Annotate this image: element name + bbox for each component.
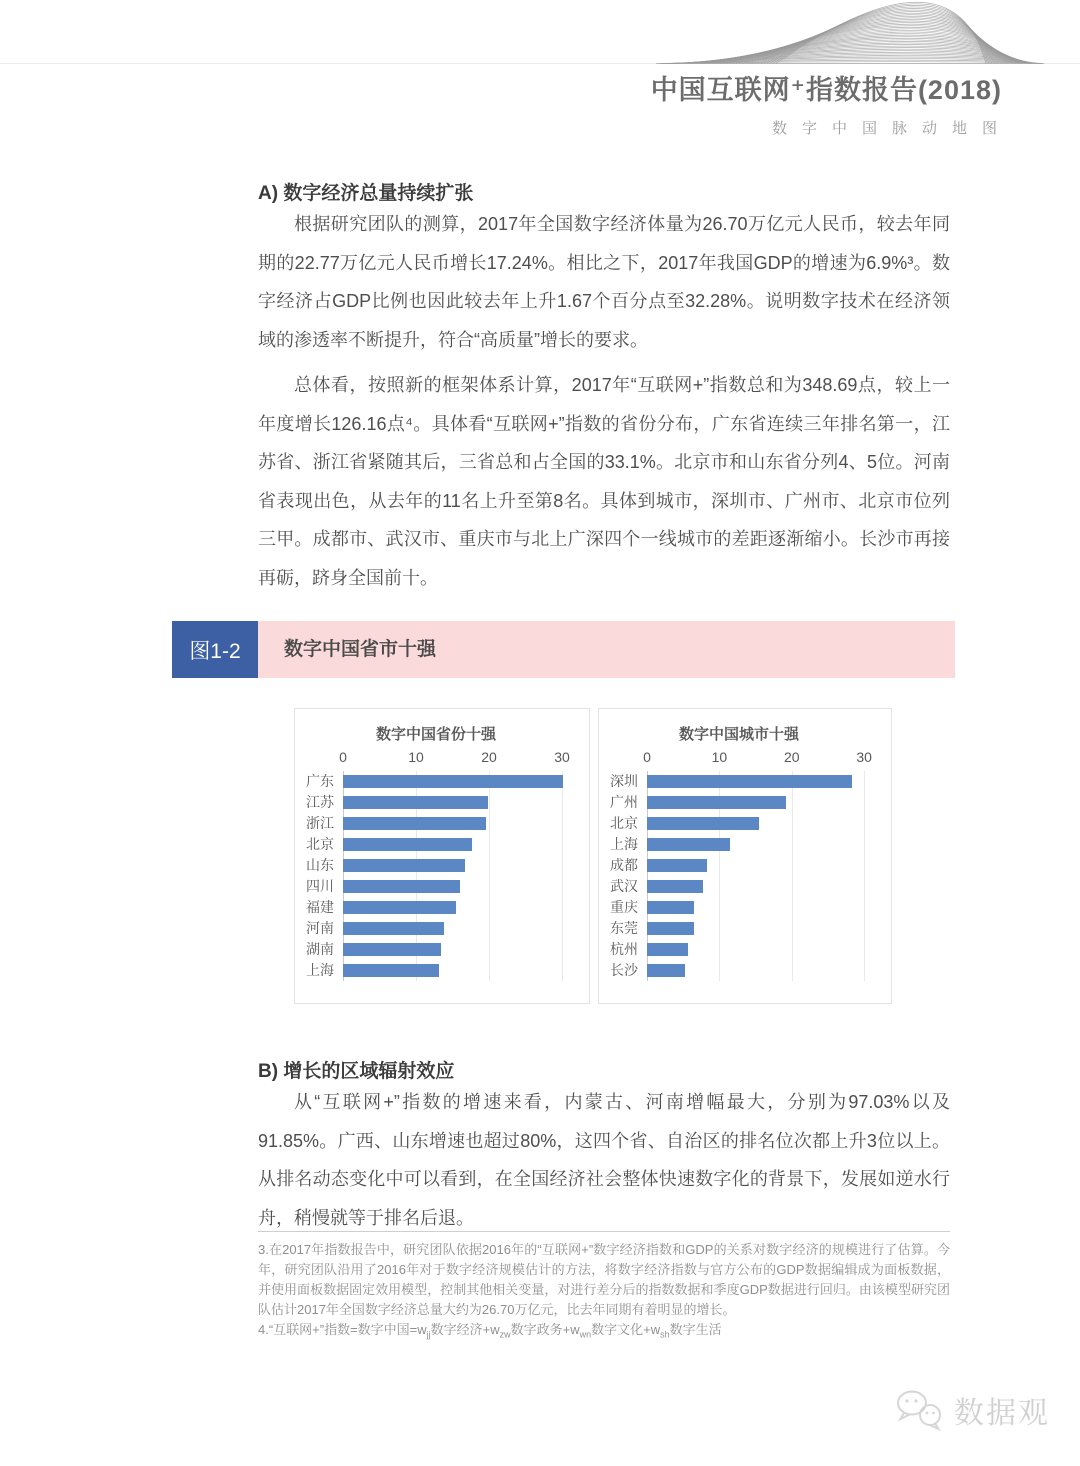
category-label: 广州 — [610, 794, 638, 810]
section-a-paragraph-2: 总体看，按照新的框架体系计算，2017年“互联网+”指数总和为348.69点，较上一年度增长126.16点⁴。具体看“互联网+”指数的省份分布，广东省连续三年排名第一，江苏省、浙江省紧随其后，三省总和占全国的33.1%。北京市和山东省分列4、5位。河南省表现出色，从去年的11名上升至第8名。具体到城市，深圳市、广州市、北京市位列三甲。成都市、武汉市、重庆市与北上广深四个一线城市的差距逐渐缩小。长沙市再接再砺，跻身全国前十。 — [258, 375, 950, 588]
masthead — [650, 68, 1012, 138]
bar — [647, 796, 786, 809]
category-label: 上海 — [306, 962, 334, 978]
axis-tick-label: 20 — [783, 749, 800, 765]
report-subtitle: 数字中国脉动地图 — [771, 120, 1012, 137]
category-label: 东莞 — [610, 920, 638, 936]
section-a-paragraph-1: 根据研究团队的测算，2017年全国数字经济体量为26.70万亿元人民币，较去年同期的22.77万亿元人民币增长17.24%。相比之下，2017年我国GDP的增速为6.9%³。数字经济占GDP比例也因此较去年上升1.67个百分点至32.28%。说明数字技术在经济领域的渗透率不断提升，符合“高质量”增长的要求。 — [258, 214, 950, 350]
section-b-heading: B) 增长的区域辐射效应 — [258, 1061, 455, 1082]
bar-row — [647, 771, 875, 792]
bar — [343, 796, 488, 809]
category-label: 山东 — [306, 857, 334, 873]
bar — [343, 775, 563, 788]
bar-row — [343, 792, 573, 813]
bar-row — [343, 855, 573, 876]
bar-row — [647, 876, 875, 897]
axis-tick-label: 10 — [711, 749, 728, 765]
bar — [647, 901, 694, 914]
bar — [343, 880, 460, 893]
category-label: 福建 — [306, 899, 334, 915]
category-label: 湖南 — [306, 941, 334, 957]
bar-row — [647, 960, 875, 981]
category-label: 杭州 — [610, 941, 638, 957]
bar-row — [343, 918, 573, 939]
bar — [343, 964, 439, 977]
chart-title: 数字中国省份十强 — [375, 726, 496, 743]
bar-row — [343, 897, 573, 918]
category-label: 广东 — [306, 773, 334, 789]
section-a-heading: A) 数字经济总量持续扩张 — [258, 183, 474, 204]
figure-title: 数字中国省市十强 — [258, 621, 955, 678]
bar — [647, 880, 703, 893]
category-label: 四川 — [306, 878, 334, 894]
bar-row — [647, 834, 875, 855]
bar-row — [647, 792, 875, 813]
axis-tick-label: 0 — [643, 749, 651, 765]
bar-row — [647, 918, 875, 939]
bar — [343, 817, 486, 830]
plot-area — [299, 771, 573, 981]
bar — [647, 775, 852, 788]
figure-header — [172, 621, 955, 678]
category-label: 成都 — [610, 857, 638, 873]
bar — [647, 859, 707, 872]
bar — [343, 859, 465, 872]
category-label: 深圳 — [610, 773, 638, 789]
x-axis — [603, 749, 875, 771]
bar — [647, 838, 730, 851]
bar — [343, 838, 472, 851]
category-label: 武汉 — [610, 878, 638, 894]
province-top10-chart — [294, 708, 590, 1004]
bar-row — [343, 813, 573, 834]
category-label: 上海 — [610, 836, 638, 852]
category-label: 重庆 — [610, 899, 638, 915]
bar-row — [647, 855, 875, 876]
figure-charts — [294, 708, 892, 1004]
bar-row — [647, 897, 875, 918]
section-b-paragraph: 从“互联网+”指数的增速来看，内蒙古、河南增幅最大，分别为97.03%以及91.85%。广西、山东增速也超过80%，这四个省、自治区的排名位次都上升3位以上。从排名动态变化中可以看到，在全国经济社会整体快速数字化的背景下，发展如逆水行舟，稍慢就等于排名后退。 — [258, 1092, 950, 1228]
bar-row — [343, 876, 573, 897]
footnote-3: 3.在2017年指数报告中，研究团队依据2016年的“互联网+”数字经济指数和GDP的关系对数字经济的规模进行了估算。今年，研究团队沿用了2016年对于数字经济规模估计的方法，将数字经济指数与官方公布的GDP数据编辑成为面板数据，并使用面板数据固定效用模型，控制其他相关变量，对进行差分后的指数数据和季度GDP数据进行回归。由该模型研究团队估计2017年全国数字经济总量大约为26.70万亿元，比去年同期有着明显的增长。 — [258, 1242, 950, 1317]
bar — [343, 943, 441, 956]
axis-tick-label: 30 — [554, 749, 570, 765]
category-label: 浙江 — [306, 815, 334, 831]
figure-tag: 图1-2 — [172, 621, 258, 678]
watermark-text: 数据观 — [954, 1397, 1050, 1430]
bar-row — [343, 771, 573, 792]
footnote-4: 4.“互联网+”指数=数字中国$=w_{jj}$数字经济$+w_{zw}$数字政务$+w_{wn}$数字文化$+w_{sh}$数字生活 — [258, 1322, 722, 1340]
watermark — [894, 1388, 1050, 1432]
footnotes — [258, 1240, 950, 1345]
plot-area — [603, 771, 875, 981]
bar-row — [343, 960, 573, 981]
bar — [647, 922, 694, 935]
bar — [343, 922, 444, 935]
category-label: 河南 — [306, 920, 334, 936]
axis-tick-label: 10 — [408, 749, 424, 765]
x-axis — [299, 749, 573, 771]
report-title: 中国互联网⁺指数报告(2018) — [650, 75, 1002, 105]
axis-tick-label: 0 — [339, 749, 347, 765]
category-label: 长沙 — [610, 962, 638, 978]
category-label: 北京 — [306, 836, 334, 852]
category-label: 江苏 — [306, 794, 334, 810]
bar-row — [343, 939, 573, 960]
category-label: 北京 — [610, 815, 638, 831]
bar — [647, 817, 759, 830]
city-top10-chart — [598, 708, 892, 1004]
bar — [647, 964, 685, 977]
bar-row — [647, 813, 875, 834]
chat-bubbles-icon — [894, 1388, 946, 1432]
swoosh-decoration — [650, 0, 1080, 64]
bar — [343, 901, 456, 914]
bar-row — [343, 834, 573, 855]
axis-tick-label: 20 — [481, 749, 497, 765]
axis-tick-label: 30 — [856, 749, 872, 765]
bar-row — [647, 939, 875, 960]
chart-title: 数字中国城市十强 — [678, 726, 799, 743]
footnote-divider — [258, 1231, 950, 1232]
bar — [647, 943, 688, 956]
